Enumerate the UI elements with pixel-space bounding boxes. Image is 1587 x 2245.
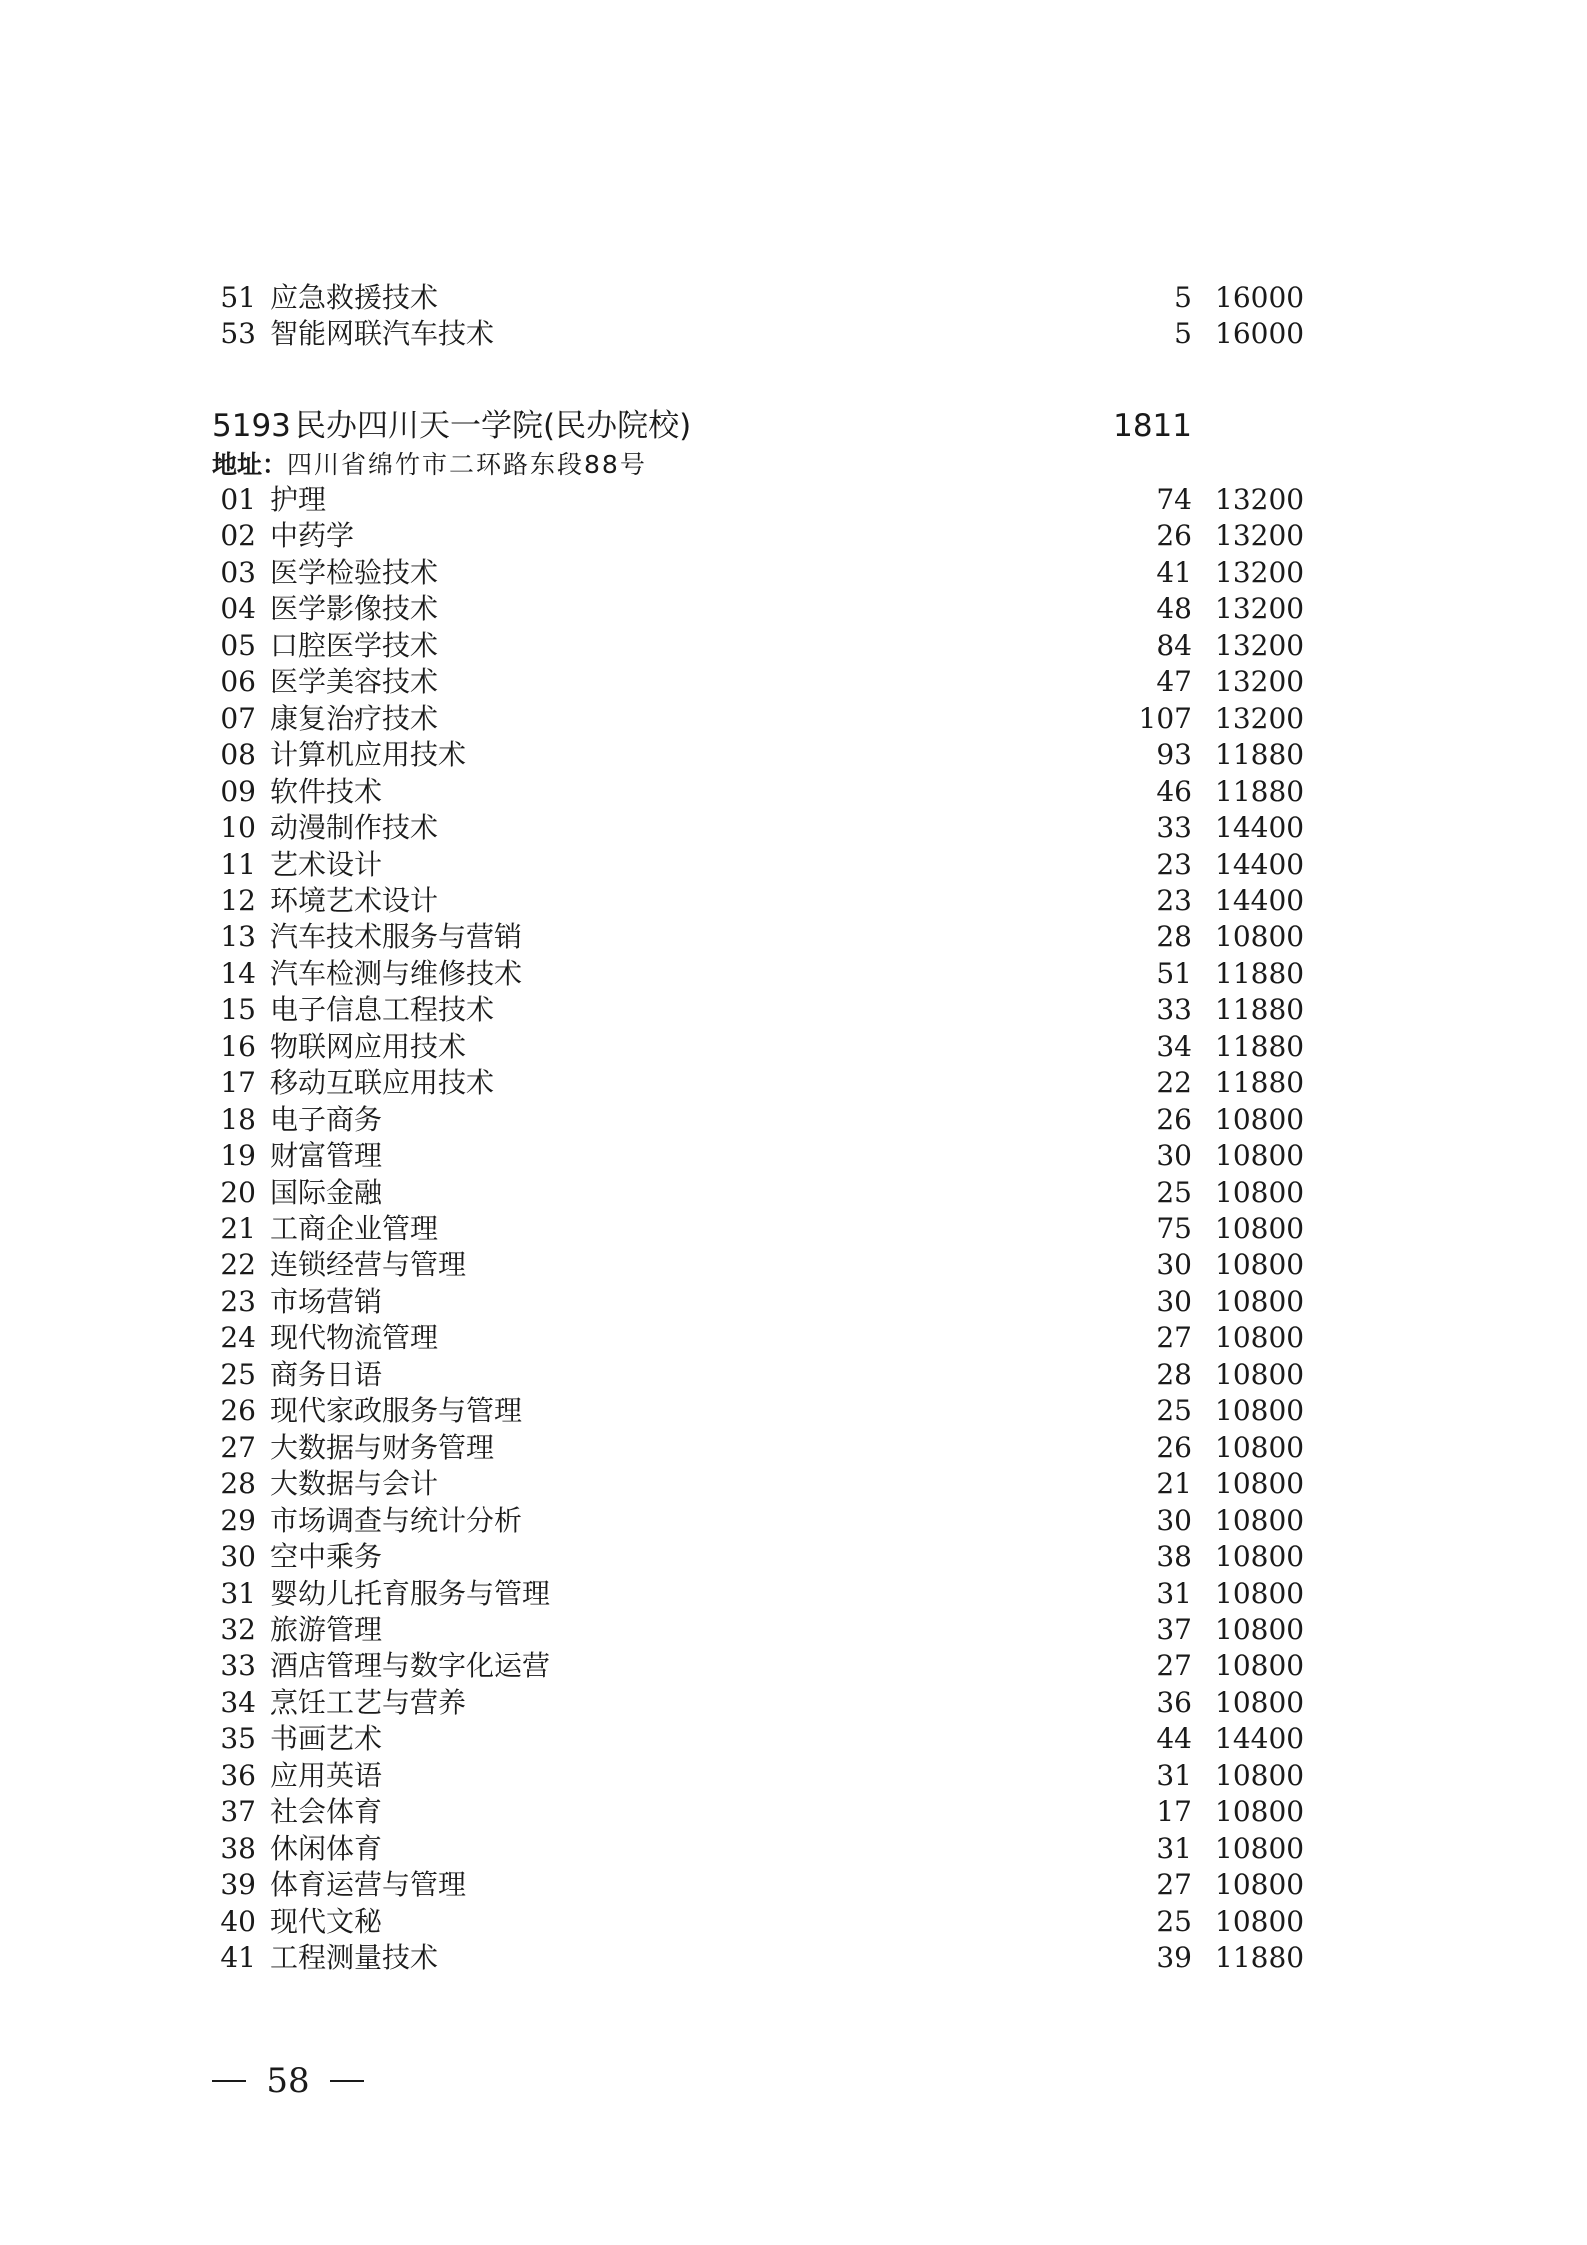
list-item bbox=[0, 774, 1587, 810]
tuition-fee: 10800 bbox=[1215, 1139, 1305, 1173]
enrollment-count: 30 bbox=[1156, 1248, 1192, 1282]
major-code: 17 bbox=[220, 1066, 256, 1100]
list-item bbox=[0, 1539, 1587, 1575]
tuition-fee: 10800 bbox=[1215, 1795, 1305, 1829]
tuition-fee: 14400 bbox=[1215, 847, 1305, 881]
tuition-fee: 16000 bbox=[1215, 281, 1305, 314]
list-item bbox=[0, 555, 1587, 591]
major-code: 04 bbox=[220, 592, 256, 626]
major-name: 康复治疗技术 bbox=[270, 701, 439, 735]
tuition-fee: 10800 bbox=[1215, 1394, 1305, 1428]
major-code: 18 bbox=[220, 1102, 256, 1136]
school-name: 民办四川天一学院(民办院校) bbox=[295, 408, 692, 444]
list-item bbox=[0, 992, 1587, 1028]
enrollment-count: 17 bbox=[1156, 1795, 1192, 1829]
major-code: 23 bbox=[220, 1284, 256, 1318]
enrollment-count: 21 bbox=[1156, 1467, 1192, 1501]
enrollment-count: 30 bbox=[1156, 1284, 1192, 1318]
list-item bbox=[0, 1102, 1587, 1138]
enrollment-count: 22 bbox=[1156, 1066, 1192, 1100]
enrollment-count: 37 bbox=[1156, 1612, 1192, 1646]
tuition-fee: 11880 bbox=[1215, 738, 1305, 772]
tuition-fee: 10800 bbox=[1215, 1831, 1305, 1865]
list-item bbox=[0, 1466, 1587, 1502]
major-name: 烹饪工艺与营养 bbox=[270, 1685, 467, 1719]
school-address bbox=[212, 448, 647, 482]
list-item bbox=[0, 1320, 1587, 1356]
tuition-fee: 10800 bbox=[1215, 1758, 1305, 1792]
enrollment-count: 27 bbox=[1156, 1649, 1192, 1683]
major-name: 商务日语 bbox=[270, 1357, 383, 1391]
major-name: 护理 bbox=[270, 483, 327, 516]
enrollment-count: 31 bbox=[1156, 1758, 1192, 1792]
major-name: 电子信息工程技术 bbox=[270, 993, 495, 1027]
enrollment-count: 5 bbox=[1174, 317, 1192, 351]
list-item bbox=[0, 1685, 1587, 1721]
enrollment-count: 39 bbox=[1156, 1941, 1192, 1974]
tuition-fee: 10800 bbox=[1215, 920, 1305, 954]
tuition-fee: 10800 bbox=[1215, 1430, 1305, 1464]
major-name: 财富管理 bbox=[270, 1139, 383, 1173]
enrollment-count: 51 bbox=[1156, 956, 1192, 990]
enrollment-count: 27 bbox=[1156, 1868, 1192, 1902]
tuition-fee: 16000 bbox=[1215, 317, 1305, 351]
major-code: 20 bbox=[220, 1175, 256, 1209]
enrollment-count: 84 bbox=[1156, 628, 1192, 662]
enrollment-count: 30 bbox=[1156, 1503, 1192, 1537]
list-item bbox=[0, 1211, 1587, 1247]
address-label: 地址： bbox=[212, 450, 288, 479]
tuition-fee: 10800 bbox=[1215, 1467, 1305, 1501]
enrollment-count: 107 bbox=[1138, 701, 1192, 735]
tuition-fee: 11880 bbox=[1215, 1029, 1305, 1063]
major-code: 19 bbox=[220, 1139, 256, 1173]
major-code: 24 bbox=[220, 1321, 256, 1355]
enrollment-count: 26 bbox=[1156, 1102, 1192, 1136]
enrollment-count: 75 bbox=[1156, 1212, 1192, 1245]
tuition-fee: 10800 bbox=[1215, 1321, 1305, 1355]
major-name: 书画艺术 bbox=[270, 1722, 383, 1756]
major-code: 02 bbox=[220, 519, 256, 553]
major-code: 33 bbox=[220, 1649, 256, 1683]
major-code: 36 bbox=[220, 1758, 256, 1792]
tuition-fee: 11880 bbox=[1215, 993, 1305, 1027]
tuition-fee: 10800 bbox=[1215, 1357, 1305, 1391]
major-code: 07 bbox=[220, 701, 256, 735]
major-name: 连锁经营与管理 bbox=[270, 1248, 467, 1282]
major-code: 12 bbox=[220, 883, 256, 917]
list-item bbox=[0, 1758, 1587, 1794]
major-name: 医学影像技术 bbox=[270, 592, 439, 626]
major-code: 35 bbox=[220, 1722, 256, 1756]
list-item bbox=[0, 518, 1587, 554]
major-name: 现代文秘 bbox=[270, 1904, 383, 1938]
major-code: 08 bbox=[220, 738, 256, 772]
tuition-fee: 10800 bbox=[1215, 1102, 1305, 1136]
tuition-fee: 10800 bbox=[1215, 1612, 1305, 1646]
enrollment-count: 36 bbox=[1156, 1685, 1192, 1719]
major-code: 51 bbox=[220, 281, 256, 314]
footer-dash-left bbox=[212, 2080, 246, 2082]
major-code: 10 bbox=[220, 811, 256, 845]
major-code: 29 bbox=[220, 1503, 256, 1537]
list-item bbox=[0, 1357, 1587, 1393]
tuition-fee: 10800 bbox=[1215, 1212, 1305, 1245]
major-code: 40 bbox=[220, 1904, 256, 1938]
tuition-fee: 10800 bbox=[1215, 1540, 1305, 1574]
list-item bbox=[0, 1721, 1587, 1757]
major-name: 物联网应用技术 bbox=[270, 1029, 467, 1063]
tuition-fee: 14400 bbox=[1215, 1722, 1305, 1756]
enrollment-count: 23 bbox=[1156, 847, 1192, 881]
tuition-fee: 10800 bbox=[1215, 1248, 1305, 1282]
enrollment-count: 47 bbox=[1156, 665, 1192, 699]
list-item bbox=[0, 1393, 1587, 1429]
address-value: 四川省绵竹市二环路东段88号 bbox=[287, 450, 647, 479]
tuition-fee: 14400 bbox=[1215, 883, 1305, 917]
enrollment-count: 34 bbox=[1156, 1029, 1192, 1063]
major-name: 婴幼儿托育服务与管理 bbox=[270, 1576, 551, 1610]
major-name: 应急救援技术 bbox=[270, 281, 439, 314]
major-code: 39 bbox=[220, 1868, 256, 1902]
tuition-fee: 10800 bbox=[1215, 1576, 1305, 1610]
tuition-fee: 10800 bbox=[1215, 1649, 1305, 1683]
list-item bbox=[0, 1430, 1587, 1466]
major-name: 电子商务 bbox=[270, 1102, 383, 1136]
enrollment-count: 26 bbox=[1156, 1430, 1192, 1464]
enrollment-count: 5 bbox=[1174, 281, 1192, 314]
enrollment-count: 38 bbox=[1156, 1540, 1192, 1574]
enrollment-count: 31 bbox=[1156, 1831, 1192, 1865]
major-name: 工商企业管理 bbox=[270, 1212, 439, 1245]
enrollment-count: 26 bbox=[1156, 519, 1192, 553]
major-code: 25 bbox=[220, 1357, 256, 1391]
major-name: 软件技术 bbox=[270, 774, 383, 808]
major-code: 32 bbox=[220, 1612, 256, 1646]
tuition-fee: 13200 bbox=[1215, 592, 1305, 626]
major-name: 移动互联应用技术 bbox=[270, 1066, 495, 1100]
tuition-fee: 10800 bbox=[1215, 1175, 1305, 1209]
enrollment-count: 23 bbox=[1156, 883, 1192, 917]
major-code: 01 bbox=[220, 483, 256, 516]
major-name: 智能网联汽车技术 bbox=[270, 317, 495, 351]
major-name: 医学检验技术 bbox=[270, 555, 439, 589]
list-item bbox=[0, 1576, 1587, 1612]
list-item bbox=[0, 1904, 1587, 1940]
tuition-fee: 10800 bbox=[1215, 1904, 1305, 1938]
tuition-fee: 13200 bbox=[1215, 665, 1305, 699]
tuition-fee: 13200 bbox=[1215, 483, 1305, 516]
tuition-fee: 13200 bbox=[1215, 628, 1305, 662]
list-item bbox=[0, 482, 1587, 518]
major-name: 市场营销 bbox=[270, 1284, 383, 1318]
enrollment-count: 44 bbox=[1156, 1722, 1192, 1756]
major-code: 15 bbox=[220, 993, 256, 1027]
enrollment-count: 46 bbox=[1156, 774, 1192, 808]
major-code: 03 bbox=[220, 555, 256, 589]
major-name: 空中乘务 bbox=[270, 1540, 383, 1574]
enrollment-count: 25 bbox=[1156, 1394, 1192, 1428]
school-total-enrollment: 1811 bbox=[1113, 408, 1192, 444]
list-item bbox=[0, 919, 1587, 955]
tuition-fee: 10800 bbox=[1215, 1868, 1305, 1902]
enrollment-count: 30 bbox=[1156, 1139, 1192, 1173]
enrollment-count: 33 bbox=[1156, 811, 1192, 845]
enrollment-count: 25 bbox=[1156, 1904, 1192, 1938]
enrollment-count: 31 bbox=[1156, 1576, 1192, 1610]
list-item bbox=[0, 628, 1587, 664]
major-name: 现代物流管理 bbox=[270, 1321, 439, 1355]
major-code: 13 bbox=[220, 920, 256, 954]
list-item bbox=[0, 1794, 1587, 1830]
major-code: 14 bbox=[220, 956, 256, 990]
list-item bbox=[0, 280, 1587, 316]
list-item bbox=[0, 316, 1587, 352]
page-number: 58 bbox=[266, 2061, 310, 2101]
major-code: 53 bbox=[220, 317, 256, 351]
major-code: 21 bbox=[220, 1212, 256, 1245]
major-name: 医学美容技术 bbox=[270, 665, 439, 699]
major-name: 旅游管理 bbox=[270, 1612, 383, 1646]
major-code: 26 bbox=[220, 1394, 256, 1428]
tuition-fee: 14400 bbox=[1215, 811, 1305, 845]
major-name: 工程测量技术 bbox=[270, 1941, 439, 1974]
list-item bbox=[0, 1175, 1587, 1211]
list-item bbox=[0, 737, 1587, 773]
major-code: 27 bbox=[220, 1430, 256, 1464]
list-item bbox=[0, 1138, 1587, 1174]
major-code: 31 bbox=[220, 1576, 256, 1610]
major-name: 计算机应用技术 bbox=[270, 738, 467, 772]
major-code: 30 bbox=[220, 1540, 256, 1574]
list-item bbox=[0, 591, 1587, 627]
major-name: 酒店管理与数字化运营 bbox=[270, 1649, 551, 1683]
major-code: 05 bbox=[220, 628, 256, 662]
major-code: 22 bbox=[220, 1248, 256, 1282]
major-name: 口腔医学技术 bbox=[270, 628, 439, 662]
tuition-fee: 10800 bbox=[1215, 1685, 1305, 1719]
tuition-fee: 11880 bbox=[1215, 774, 1305, 808]
tuition-fee: 11880 bbox=[1215, 956, 1305, 990]
list-item bbox=[0, 1648, 1587, 1684]
enrollment-count: 28 bbox=[1156, 920, 1192, 954]
list-item bbox=[0, 664, 1587, 700]
major-name: 汽车技术服务与营销 bbox=[270, 920, 523, 954]
major-name: 环境艺术设计 bbox=[270, 883, 439, 917]
school-code: 5193 bbox=[212, 408, 291, 444]
major-name: 大数据与会计 bbox=[270, 1467, 439, 1501]
enrollment-count: 93 bbox=[1156, 738, 1192, 772]
enrollment-count: 27 bbox=[1156, 1321, 1192, 1355]
major-code: 41 bbox=[220, 1941, 256, 1974]
list-item bbox=[0, 810, 1587, 846]
tuition-fee: 11880 bbox=[1215, 1941, 1305, 1974]
footer-dash-right bbox=[330, 2080, 364, 2082]
major-name: 大数据与财务管理 bbox=[270, 1430, 495, 1464]
major-code: 11 bbox=[220, 847, 256, 881]
list-item bbox=[0, 1029, 1587, 1065]
list-item bbox=[0, 1612, 1587, 1648]
enrollment-count: 25 bbox=[1156, 1175, 1192, 1209]
major-code: 28 bbox=[220, 1467, 256, 1501]
major-code: 37 bbox=[220, 1795, 256, 1829]
school-header bbox=[0, 404, 1587, 448]
tuition-fee: 11880 bbox=[1215, 1066, 1305, 1100]
major-name: 市场调查与统计分析 bbox=[270, 1503, 523, 1537]
tuition-fee: 10800 bbox=[1215, 1503, 1305, 1537]
enrollment-count: 41 bbox=[1156, 555, 1192, 589]
page-footer bbox=[0, 2056, 1587, 2106]
list-item bbox=[0, 1284, 1587, 1320]
list-item bbox=[0, 1247, 1587, 1283]
major-code: 38 bbox=[220, 1831, 256, 1865]
list-item bbox=[0, 701, 1587, 737]
list-item bbox=[0, 847, 1587, 883]
major-name: 体育运营与管理 bbox=[270, 1868, 467, 1902]
major-code: 06 bbox=[220, 665, 256, 699]
enrollment-count: 28 bbox=[1156, 1357, 1192, 1391]
major-code: 16 bbox=[220, 1029, 256, 1063]
list-item bbox=[0, 1065, 1587, 1101]
tuition-fee: 13200 bbox=[1215, 519, 1305, 553]
list-item bbox=[0, 1940, 1587, 1976]
major-code: 09 bbox=[220, 774, 256, 808]
list-item bbox=[0, 956, 1587, 992]
major-name: 动漫制作技术 bbox=[270, 811, 439, 845]
tuition-fee: 13200 bbox=[1215, 555, 1305, 589]
enrollment-count: 48 bbox=[1156, 592, 1192, 626]
major-name: 现代家政服务与管理 bbox=[270, 1394, 523, 1428]
major-name: 应用英语 bbox=[270, 1758, 383, 1792]
major-name: 国际金融 bbox=[270, 1175, 383, 1209]
major-name: 中药学 bbox=[270, 519, 355, 553]
major-name: 艺术设计 bbox=[270, 847, 383, 881]
tuition-fee: 10800 bbox=[1215, 1284, 1305, 1318]
list-item bbox=[0, 1503, 1587, 1539]
major-code: 34 bbox=[220, 1685, 256, 1719]
tuition-fee: 13200 bbox=[1215, 701, 1305, 735]
major-name: 社会体育 bbox=[270, 1795, 383, 1829]
major-name: 汽车检测与维修技术 bbox=[270, 956, 523, 990]
list-item bbox=[0, 1831, 1587, 1867]
enrollment-count: 74 bbox=[1156, 483, 1192, 516]
major-name: 休闲体育 bbox=[270, 1831, 383, 1865]
list-item bbox=[0, 883, 1587, 919]
enrollment-count: 33 bbox=[1156, 993, 1192, 1027]
list-item bbox=[0, 1867, 1587, 1903]
